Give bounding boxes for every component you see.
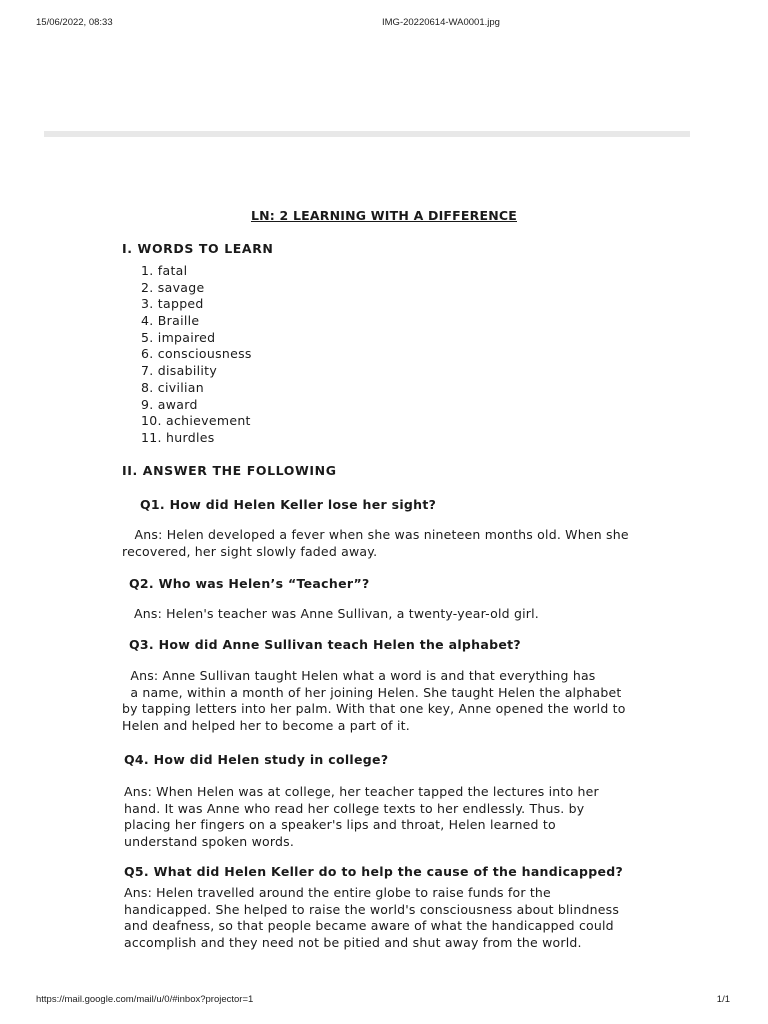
- question-3: Q3. How did Anne Sullivan teach Helen the alphabet?: [129, 637, 521, 652]
- question-5: Q5. What did Helen Keller do to help the cause of the handicapped?: [124, 864, 624, 879]
- list-item: 1. fatal: [141, 263, 188, 278]
- answer-line: understand spoken words.: [124, 833, 294, 849]
- answer-line: Ans: Helen's teacher was Anne Sullivan, a twenty-year-old girl.: [134, 606, 539, 621]
- answer-line: Ans: Helen travelled around the entire globe to raise funds for the: [124, 885, 551, 900]
- answer-line: Ans: Anne Sullivan taught Helen what a word is and that everything has: [122, 668, 596, 683]
- word-list: [141, 263, 252, 447]
- print-url: https://mail.google.com/mail/u/0/#inbox?projector=1: [36, 994, 254, 1005]
- section-heading-words: I. WORDS TO LEARN: [122, 241, 274, 256]
- answer-3: [122, 668, 626, 734]
- list-item: 7. disability: [141, 363, 218, 379]
- question-2: Q2. Who was Helen’s “Teacher”?: [129, 576, 370, 591]
- print-header: [0, 17, 768, 31]
- answer-5: [124, 885, 619, 951]
- question-4: Q4. How did Helen study in college?: [124, 752, 389, 767]
- answer-line: accomplish and they need not be pitied and shut away from the world.: [124, 934, 582, 950]
- answer-line: Ans: Helen developed a fever when she was nineteen months old. When she: [122, 527, 629, 542]
- print-datetime: 15/06/2022, 08:33: [36, 17, 113, 28]
- list-item: 3. tapped: [141, 296, 204, 312]
- answer-line: hand. It was Anne who read her college texts to her endlessly. Thus. by: [124, 800, 585, 816]
- answer-1: [122, 527, 629, 560]
- list-item: 11. hurdles: [141, 429, 215, 445]
- list-item: 6. consciousness: [141, 346, 252, 362]
- answer-line: recovered, her sight slowly faded away.: [122, 543, 378, 559]
- question-1: Q1. How did Helen Keller lose her sight?: [140, 497, 437, 512]
- page-title: LN: 2 LEARNING WITH A DIFFERENCE: [250, 208, 517, 223]
- list-item: 8. civilian: [141, 379, 204, 395]
- answer-line: Ans: When Helen was at college, her teacher tapped the lectures into her: [124, 784, 599, 799]
- print-filename: IMG-20220614-WA0001.jpg: [382, 17, 500, 28]
- list-item: 2. savage: [141, 279, 205, 295]
- list-item: 5. impaired: [141, 329, 216, 345]
- list-item: 10. achievement: [141, 413, 251, 429]
- answer-line: a name, within a month of her joining Helen. She taught Helen the alphabet: [122, 684, 622, 700]
- answer-line: handicapped. She helped to raise the world's consciousness about blindness: [124, 901, 620, 917]
- list-item: 4. Braille: [141, 313, 200, 329]
- print-page-number: 1/1: [716, 994, 730, 1005]
- section-heading-answers: II. ANSWER THE FOLLOWING: [122, 463, 337, 478]
- list-item: 9. award: [141, 396, 198, 412]
- answer-line: placing her fingers on a speaker's lips and throat, Helen learned to: [124, 817, 556, 833]
- answer-line: Helen and helped her to become a part of it.: [122, 717, 410, 733]
- answer-4: [124, 784, 599, 850]
- answer-2: [134, 606, 539, 623]
- answer-line: by tapping letters into her palm. With that one key, Anne opened the world to: [122, 701, 626, 717]
- print-footer: [0, 994, 768, 1008]
- answer-line: and deafness, so that people became aware of what the handicapped could: [124, 918, 614, 934]
- divider-bar: [44, 131, 690, 137]
